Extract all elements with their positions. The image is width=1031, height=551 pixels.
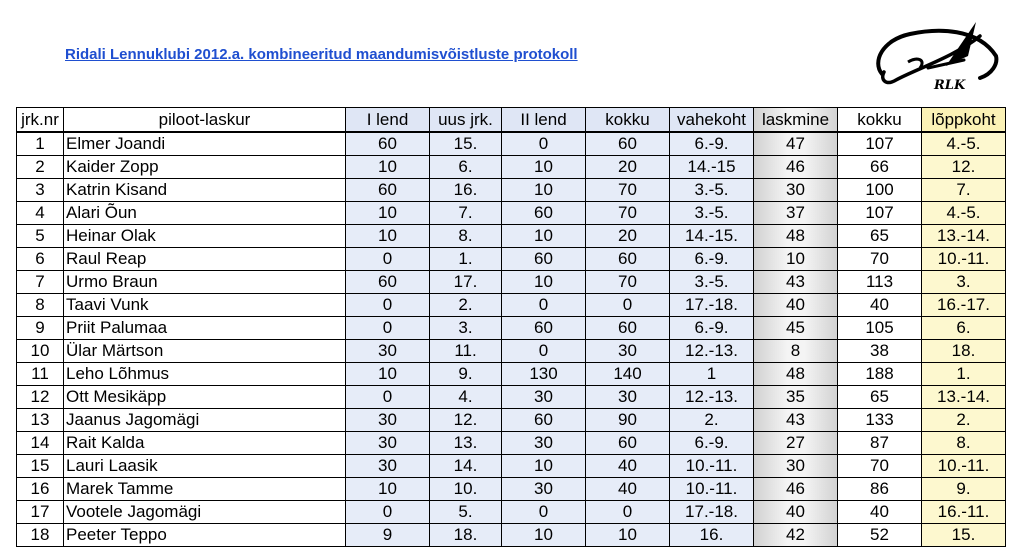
flight-2-cell[interactable]: 30 xyxy=(502,432,586,455)
interim-place-cell[interactable]: 3.-5. xyxy=(670,271,754,294)
pilot-name-cell[interactable]: Jaanus Jagomägi xyxy=(64,409,346,432)
shooting-cell[interactable]: 37 xyxy=(754,202,838,225)
final-place-cell[interactable]: 13.-14. xyxy=(922,225,1006,248)
interim-place-cell[interactable]: 16. xyxy=(670,524,754,547)
interim-place-cell[interactable]: 12.-13. xyxy=(670,340,754,363)
final-place-cell[interactable]: 18. xyxy=(922,340,1006,363)
final-place-cell[interactable]: 12. xyxy=(922,156,1006,179)
final-place-cell[interactable]: 16.-11. xyxy=(922,501,1006,524)
header-pilot[interactable]: piloot-laskur xyxy=(64,108,346,133)
header-flight-total[interactable]: kokku xyxy=(586,108,670,133)
shooting-cell[interactable]: 43 xyxy=(754,271,838,294)
new-order-cell[interactable]: 6. xyxy=(430,156,502,179)
pilot-name-cell[interactable]: Katrin Kisand xyxy=(64,179,346,202)
flight-1-cell[interactable]: 30 xyxy=(346,455,430,478)
interim-place-cell[interactable]: 10.-11. xyxy=(670,455,754,478)
pilot-name-cell[interactable]: Ott Mesikäpp xyxy=(64,386,346,409)
flight-2-cell[interactable]: 0 xyxy=(502,501,586,524)
final-place-cell[interactable]: 9. xyxy=(922,478,1006,501)
flight-2-cell[interactable]: 10 xyxy=(502,156,586,179)
flight-1-cell[interactable]: 10 xyxy=(346,202,430,225)
flight-2-cell[interactable]: 10 xyxy=(502,524,586,547)
rank-cell[interactable]: 7 xyxy=(17,271,64,294)
rank-cell[interactable]: 17 xyxy=(17,501,64,524)
new-order-cell[interactable]: 14. xyxy=(430,455,502,478)
results-table xyxy=(16,107,1006,547)
flight-2-cell[interactable]: 30 xyxy=(502,478,586,501)
interim-place-cell[interactable]: 1 xyxy=(670,363,754,386)
pilot-name-cell[interactable]: Lauri Laasik xyxy=(64,455,346,478)
grand-total-cell[interactable]: 70 xyxy=(838,455,922,478)
shooting-cell[interactable]: 48 xyxy=(754,225,838,248)
grand-total-cell[interactable]: 65 xyxy=(838,386,922,409)
grand-total-cell[interactable]: 188 xyxy=(838,363,922,386)
table-row xyxy=(17,501,1006,524)
pilot-name-cell[interactable]: Raul Reap xyxy=(64,248,346,271)
flight-2-cell[interactable]: 10 xyxy=(502,271,586,294)
flight-total-cell[interactable]: 90 xyxy=(586,409,670,432)
rank-cell[interactable]: 5 xyxy=(17,225,64,248)
header-rank[interactable]: jrk.nr xyxy=(17,108,64,133)
flight-1-cell[interactable]: 10 xyxy=(346,156,430,179)
flight-2-cell[interactable]: 10 xyxy=(502,225,586,248)
header-row xyxy=(17,108,1006,133)
grand-total-cell[interactable]: 105 xyxy=(838,317,922,340)
flight-total-cell[interactable]: 40 xyxy=(586,478,670,501)
rank-cell[interactable]: 14 xyxy=(17,432,64,455)
flight-2-cell[interactable]: 10 xyxy=(502,179,586,202)
flight-2-cell[interactable]: 0 xyxy=(502,340,586,363)
flight-2-cell[interactable]: 130 xyxy=(502,363,586,386)
shooting-cell[interactable]: 47 xyxy=(754,132,838,156)
pilot-name-cell[interactable]: Alari Õun xyxy=(64,202,346,225)
interim-place-cell[interactable]: 3.-5. xyxy=(670,202,754,225)
grand-total-cell[interactable]: 107 xyxy=(838,132,922,156)
interim-place-cell[interactable]: 12.-13. xyxy=(670,386,754,409)
table-row xyxy=(17,225,1006,248)
new-order-cell[interactable]: 7. xyxy=(430,202,502,225)
flight-2-cell[interactable]: 60 xyxy=(502,202,586,225)
flight-total-cell[interactable]: 40 xyxy=(586,455,670,478)
flight-2-cell[interactable]: 30 xyxy=(502,386,586,409)
pilot-name-cell[interactable]: Peeter Teppo xyxy=(64,524,346,547)
grand-total-cell[interactable]: 113 xyxy=(838,271,922,294)
final-place-cell[interactable]: 7. xyxy=(922,179,1006,202)
flight-total-cell[interactable]: 0 xyxy=(586,501,670,524)
final-place-cell[interactable]: 8. xyxy=(922,432,1006,455)
flight-2-cell[interactable]: 10 xyxy=(502,455,586,478)
shooting-cell[interactable]: 46 xyxy=(754,156,838,179)
rank-cell[interactable]: 12 xyxy=(17,386,64,409)
rank-cell[interactable]: 9 xyxy=(17,317,64,340)
shooting-cell[interactable]: 30 xyxy=(754,455,838,478)
pilot-name-cell[interactable]: Heinar Olak xyxy=(64,225,346,248)
flight-1-cell[interactable]: 10 xyxy=(346,225,430,248)
table-row xyxy=(17,156,1006,179)
shooting-cell[interactable]: 48 xyxy=(754,363,838,386)
new-order-cell[interactable]: 9. xyxy=(430,363,502,386)
flight-1-cell[interactable]: 0 xyxy=(346,317,430,340)
shooting-cell[interactable]: 46 xyxy=(754,478,838,501)
new-order-cell[interactable]: 8. xyxy=(430,225,502,248)
final-place-cell[interactable]: 4.-5. xyxy=(922,202,1006,225)
rank-cell[interactable]: 8 xyxy=(17,294,64,317)
interim-place-cell[interactable]: 6.-9. xyxy=(670,132,754,156)
shooting-cell[interactable]: 45 xyxy=(754,317,838,340)
pilot-name-cell[interactable]: Elmer Joandi xyxy=(64,132,346,156)
pilot-name-cell[interactable]: Priit Palumaa xyxy=(64,317,346,340)
interim-place-cell[interactable]: 14.-15 xyxy=(670,156,754,179)
final-place-cell[interactable]: 10.-11. xyxy=(922,248,1006,271)
new-order-cell[interactable]: 3. xyxy=(430,317,502,340)
rank-cell[interactable]: 10 xyxy=(17,340,64,363)
grand-total-cell[interactable]: 52 xyxy=(838,524,922,547)
final-place-cell[interactable]: 16.-17. xyxy=(922,294,1006,317)
table-row xyxy=(17,524,1006,547)
table-row xyxy=(17,179,1006,202)
flight-total-cell[interactable]: 20 xyxy=(586,225,670,248)
table-row xyxy=(17,248,1006,271)
flight-2-cell[interactable]: 0 xyxy=(502,132,586,156)
flight-total-cell[interactable]: 70 xyxy=(586,179,670,202)
interim-place-cell[interactable]: 17.-18. xyxy=(670,294,754,317)
grand-total-cell[interactable]: 87 xyxy=(838,432,922,455)
flight-total-cell[interactable]: 20 xyxy=(586,156,670,179)
flight-1-cell[interactable]: 60 xyxy=(346,271,430,294)
new-order-cell[interactable]: 11. xyxy=(430,340,502,363)
pilot-name-cell[interactable]: Urmo Braun xyxy=(64,271,346,294)
flight-total-cell[interactable]: 0 xyxy=(586,294,670,317)
header-grand-total[interactable]: kokku xyxy=(838,108,922,133)
rank-cell[interactable]: 1 xyxy=(17,132,64,156)
grand-total-cell[interactable]: 66 xyxy=(838,156,922,179)
header-new-order[interactable]: uus jrk. xyxy=(430,108,502,133)
flight-1-cell[interactable]: 10 xyxy=(346,363,430,386)
table-row xyxy=(17,432,1006,455)
flight-1-cell[interactable]: 30 xyxy=(346,340,430,363)
flight-total-cell[interactable]: 60 xyxy=(586,132,670,156)
table-row xyxy=(17,340,1006,363)
final-place-cell[interactable]: 4.-5. xyxy=(922,132,1006,156)
logo-text: RLK xyxy=(934,78,966,93)
grand-total-cell[interactable]: 100 xyxy=(838,179,922,202)
shooting-cell[interactable]: 10 xyxy=(754,248,838,271)
rank-cell[interactable]: 6 xyxy=(17,248,64,271)
interim-place-cell[interactable]: 6.-9. xyxy=(670,317,754,340)
flight-total-cell[interactable]: 30 xyxy=(586,386,670,409)
flight-total-cell[interactable]: 60 xyxy=(586,317,670,340)
flight-total-cell[interactable]: 140 xyxy=(586,363,670,386)
table-row xyxy=(17,478,1006,501)
rank-cell[interactable]: 16 xyxy=(17,478,64,501)
shooting-cell[interactable]: 40 xyxy=(754,294,838,317)
shooting-cell[interactable]: 27 xyxy=(754,432,838,455)
shooting-cell[interactable]: 30 xyxy=(754,179,838,202)
final-place-cell[interactable]: 6. xyxy=(922,317,1006,340)
shooting-cell[interactable]: 40 xyxy=(754,501,838,524)
flight-2-cell[interactable]: 60 xyxy=(502,317,586,340)
rank-cell[interactable]: 13 xyxy=(17,409,64,432)
rank-cell[interactable]: 2 xyxy=(17,156,64,179)
flight-1-cell[interactable]: 0 xyxy=(346,386,430,409)
flight-total-cell[interactable]: 60 xyxy=(586,432,670,455)
club-logo-graphic xyxy=(868,16,1000,94)
grand-total-cell[interactable]: 86 xyxy=(838,478,922,501)
new-order-cell[interactable]: 4. xyxy=(430,386,502,409)
flight-1-cell[interactable]: 60 xyxy=(346,132,430,156)
interim-place-cell[interactable]: 14.-15. xyxy=(670,225,754,248)
table-row xyxy=(17,271,1006,294)
flight-1-cell[interactable]: 60 xyxy=(346,179,430,202)
document-title[interactable]: Ridali Lennuklubi 2012.a. kombineeritud maandumisvõistluste protokoll xyxy=(65,46,578,63)
grand-total-cell[interactable]: 40 xyxy=(838,294,922,317)
interim-place-cell[interactable]: 2. xyxy=(670,409,754,432)
flight-2-cell[interactable]: 60 xyxy=(502,248,586,271)
rank-cell[interactable]: 4 xyxy=(17,202,64,225)
interim-place-cell[interactable]: 3.-5. xyxy=(670,179,754,202)
grand-total-cell[interactable]: 40 xyxy=(838,501,922,524)
club-logo xyxy=(868,16,1000,94)
pilot-name-cell[interactable]: Rait Kalda xyxy=(64,432,346,455)
pilot-name-cell[interactable]: Kaider Zopp xyxy=(64,156,346,179)
grand-total-cell[interactable]: 38 xyxy=(838,340,922,363)
new-order-cell[interactable]: 10. xyxy=(430,478,502,501)
final-place-cell[interactable]: 1. xyxy=(922,363,1006,386)
flight-total-cell[interactable]: 70 xyxy=(586,202,670,225)
grand-total-cell[interactable]: 65 xyxy=(838,225,922,248)
final-place-cell[interactable]: 2. xyxy=(922,409,1006,432)
rank-cell[interactable]: 18 xyxy=(17,524,64,547)
interim-place-cell[interactable]: 6.-9. xyxy=(670,248,754,271)
new-order-cell[interactable]: 15. xyxy=(430,132,502,156)
flight-2-cell[interactable]: 60 xyxy=(502,409,586,432)
table-row xyxy=(17,363,1006,386)
rank-cell[interactable]: 3 xyxy=(17,179,64,202)
header-flight-1[interactable]: I lend xyxy=(346,108,430,133)
shooting-cell[interactable]: 42 xyxy=(754,524,838,547)
flight-total-cell[interactable]: 60 xyxy=(586,248,670,271)
pilot-name-cell[interactable]: Leho Lõhmus xyxy=(64,363,346,386)
table-row xyxy=(17,317,1006,340)
interim-place-cell[interactable]: 10.-11. xyxy=(670,478,754,501)
interim-place-cell[interactable]: 6.-9. xyxy=(670,432,754,455)
new-order-cell[interactable]: 16. xyxy=(430,179,502,202)
flight-2-cell[interactable]: 0 xyxy=(502,294,586,317)
shooting-cell[interactable]: 35 xyxy=(754,386,838,409)
final-place-cell[interactable]: 13.-14. xyxy=(922,386,1006,409)
flight-1-cell[interactable]: 9 xyxy=(346,524,430,547)
flight-1-cell[interactable]: 30 xyxy=(346,432,430,455)
rank-cell[interactable]: 15 xyxy=(17,455,64,478)
flight-1-cell[interactable]: 30 xyxy=(346,409,430,432)
grand-total-cell[interactable]: 107 xyxy=(838,202,922,225)
final-place-cell[interactable]: 10.-11. xyxy=(922,455,1006,478)
table-body xyxy=(17,132,1006,547)
flight-1-cell[interactable]: 0 xyxy=(346,248,430,271)
table-row xyxy=(17,409,1006,432)
shooting-cell[interactable]: 8 xyxy=(754,340,838,363)
flight-total-cell[interactable]: 70 xyxy=(586,271,670,294)
new-order-cell[interactable]: 13. xyxy=(430,432,502,455)
new-order-cell[interactable]: 2. xyxy=(430,294,502,317)
flight-1-cell[interactable]: 0 xyxy=(346,294,430,317)
header-final-place[interactable]: lõppkoht xyxy=(922,108,1006,133)
pilot-name-cell[interactable]: Ülar Märtson xyxy=(64,340,346,363)
new-order-cell[interactable]: 17. xyxy=(430,271,502,294)
grand-total-cell[interactable]: 70 xyxy=(838,248,922,271)
new-order-cell[interactable]: 12. xyxy=(430,409,502,432)
shooting-cell[interactable]: 43 xyxy=(754,409,838,432)
header-interim-place[interactable]: vahekoht xyxy=(670,108,754,133)
final-place-cell[interactable]: 15. xyxy=(922,524,1006,547)
flight-1-cell[interactable]: 0 xyxy=(346,501,430,524)
flight-total-cell[interactable]: 10 xyxy=(586,524,670,547)
table-row xyxy=(17,202,1006,225)
interim-place-cell[interactable]: 17.-18. xyxy=(670,501,754,524)
table-row xyxy=(17,386,1006,409)
grand-total-cell[interactable]: 133 xyxy=(838,409,922,432)
flight-total-cell[interactable]: 30 xyxy=(586,340,670,363)
pilot-name-cell[interactable]: Taavi Vunk xyxy=(64,294,346,317)
new-order-cell[interactable]: 5. xyxy=(430,501,502,524)
table-row xyxy=(17,132,1006,156)
pilot-name-cell[interactable]: Vootele Jagomägi xyxy=(64,501,346,524)
table-row xyxy=(17,455,1006,478)
new-order-cell[interactable]: 1. xyxy=(430,248,502,271)
table-row xyxy=(17,294,1006,317)
rank-cell[interactable]: 11 xyxy=(17,363,64,386)
header-shooting[interactable]: laskmine xyxy=(754,108,838,133)
header-flight-2[interactable]: II lend xyxy=(502,108,586,133)
flight-1-cell[interactable]: 10 xyxy=(346,478,430,501)
final-place-cell[interactable]: 3. xyxy=(922,271,1006,294)
new-order-cell[interactable]: 18. xyxy=(430,524,502,547)
pilot-name-cell[interactable]: Marek Tamme xyxy=(64,478,346,501)
